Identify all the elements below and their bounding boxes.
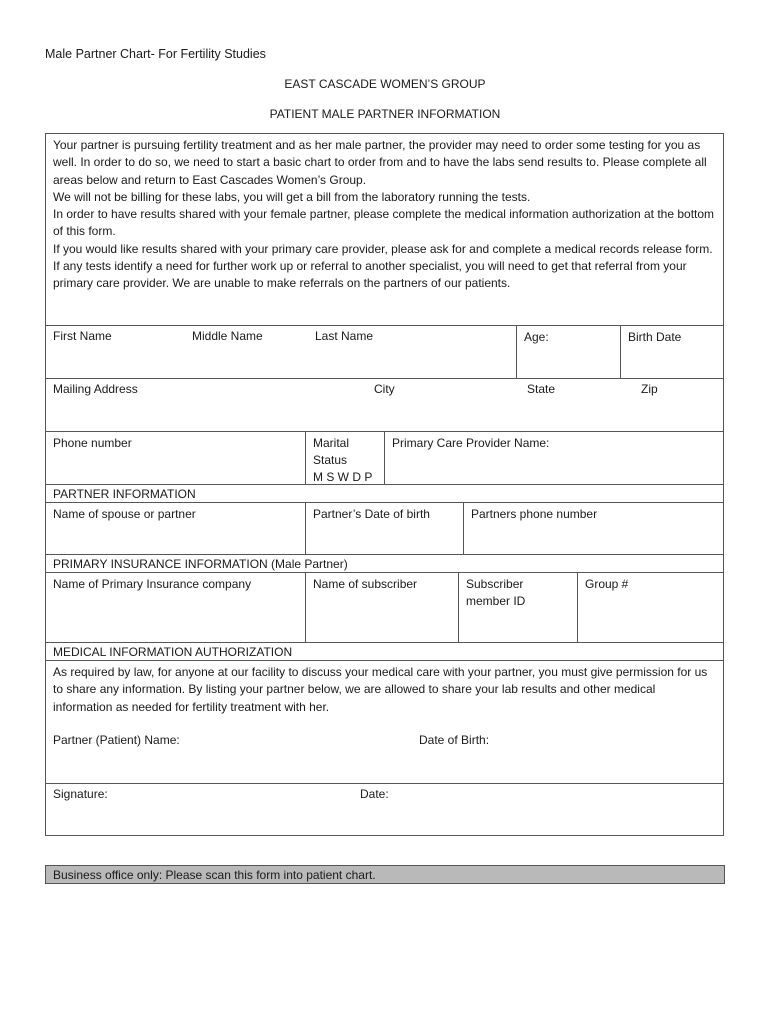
- member-id-label-line1: Subscriber: [466, 577, 524, 591]
- first-name-label: First Name: [53, 329, 112, 343]
- intro-paragraph-5: If any tests identify a need for further work up or referral to another specialist, you will need to get that referral from your primary care provider. We are unable to make referrals on the partners of our patients.: [53, 259, 687, 291]
- signature-date-label: Date:: [360, 787, 389, 801]
- spouse-name-field[interactable]: [45, 502, 306, 555]
- subscriber-name-field[interactable]: [305, 572, 459, 643]
- mailing-address-label: Mailing Address: [53, 382, 138, 396]
- business-office-note: Business office only: Please scan this form into patient chart.: [45, 865, 725, 884]
- intro-paragraph-2: We will not be billing for these labs, you will get a bill from the laboratory running the tests.: [53, 189, 531, 204]
- authorization-heading-text: MEDICAL INFORMATION AUTHORIZATION: [53, 645, 293, 659]
- signature-label: Signature:: [53, 787, 108, 801]
- marital-label-line2: Status: [313, 453, 348, 467]
- insurance-company-label: Name of Primary Insurance company: [53, 577, 252, 591]
- partner-phone-field[interactable]: [463, 502, 724, 555]
- member-id-label-line2: member ID: [466, 594, 526, 608]
- partner-dob-field[interactable]: [305, 502, 464, 555]
- insurance-heading-text: PRIMARY INSURANCE INFORMATION (Male Partner): [53, 557, 348, 571]
- partner-dob-label: Partner’s Date of birth: [313, 507, 430, 521]
- authorization-text: As required by law, for anyone at our facility to discuss your medical care with your partner, you must give permission for us to share any information. By listing your partner below, we are allowed to share your lab results and other medical information as needed for fertility treatment with her.: [53, 665, 708, 714]
- authorization-dob-label[interactable]: Date of Birth:: [419, 733, 490, 747]
- group-number-label: Group #: [585, 577, 629, 591]
- partner-info-heading-text: PARTNER INFORMATION: [53, 487, 196, 501]
- insurance-company-field[interactable]: [45, 572, 306, 643]
- age-field[interactable]: [516, 325, 621, 379]
- form-title: PATIENT MALE PARTNER INFORMATION: [269, 107, 501, 121]
- marital-label-line1: Marital: [313, 436, 350, 450]
- phone-label: Phone number: [53, 436, 132, 450]
- document-top-line: Male Partner Chart- For Fertility Studies: [45, 47, 266, 61]
- city-label: City: [374, 382, 395, 396]
- pcp-name-label: Primary Care Provider Name:: [392, 436, 550, 450]
- spouse-name-label: Name of spouse or partner: [53, 507, 196, 521]
- pcp-name-field[interactable]: [384, 431, 724, 485]
- zip-label: Zip: [641, 382, 658, 396]
- authorization-box: [45, 660, 724, 784]
- intro-paragraph-3: In order to have results shared with your female partner, please complete the medical information authorization at the bottom of this form.: [53, 207, 715, 239]
- birth-date-label: Birth Date: [628, 330, 682, 344]
- partner-phone-label: Partners phone number: [471, 507, 598, 521]
- middle-name-label: Middle Name: [192, 329, 263, 343]
- insurance-heading: [45, 554, 724, 573]
- marital-status-field[interactable]: [305, 431, 385, 485]
- org-name: EAST CASCADE WOMEN’S GROUP: [284, 77, 486, 91]
- partner-info-heading: [45, 484, 724, 503]
- signature-row[interactable]: [45, 783, 724, 836]
- age-label: Age:: [524, 330, 549, 344]
- marital-options: M S W D P: [313, 470, 373, 484]
- last-name-label: Last Name: [315, 329, 374, 343]
- intro-paragraph-1: Your partner is pursuing fertility treatment and as her male partner, the provider may need to order some testing for you as well. In order to do so, we need to start a basic chart to order from and to have the labs send results to. Please complete all areas below and return to East Cascades Women’s Group.: [53, 138, 707, 187]
- authorization-heading: [45, 642, 724, 661]
- intro-paragraph-4: If you would like results shared with your primary care provider, please ask for and complete a medical records release form.: [53, 241, 713, 256]
- state-label: State: [527, 382, 556, 396]
- phone-field[interactable]: [45, 431, 306, 485]
- partner-patient-name-label[interactable]: Partner (Patient) Name:: [53, 733, 180, 747]
- intro-box: [45, 133, 724, 326]
- birth-date-field[interactable]: [620, 325, 724, 379]
- member-id-field[interactable]: [458, 572, 578, 643]
- address-fields-cell[interactable]: [45, 378, 724, 432]
- group-number-field[interactable]: [577, 572, 724, 643]
- name-fields-cell[interactable]: [45, 325, 517, 379]
- subscriber-name-label: Name of subscriber: [313, 577, 418, 591]
